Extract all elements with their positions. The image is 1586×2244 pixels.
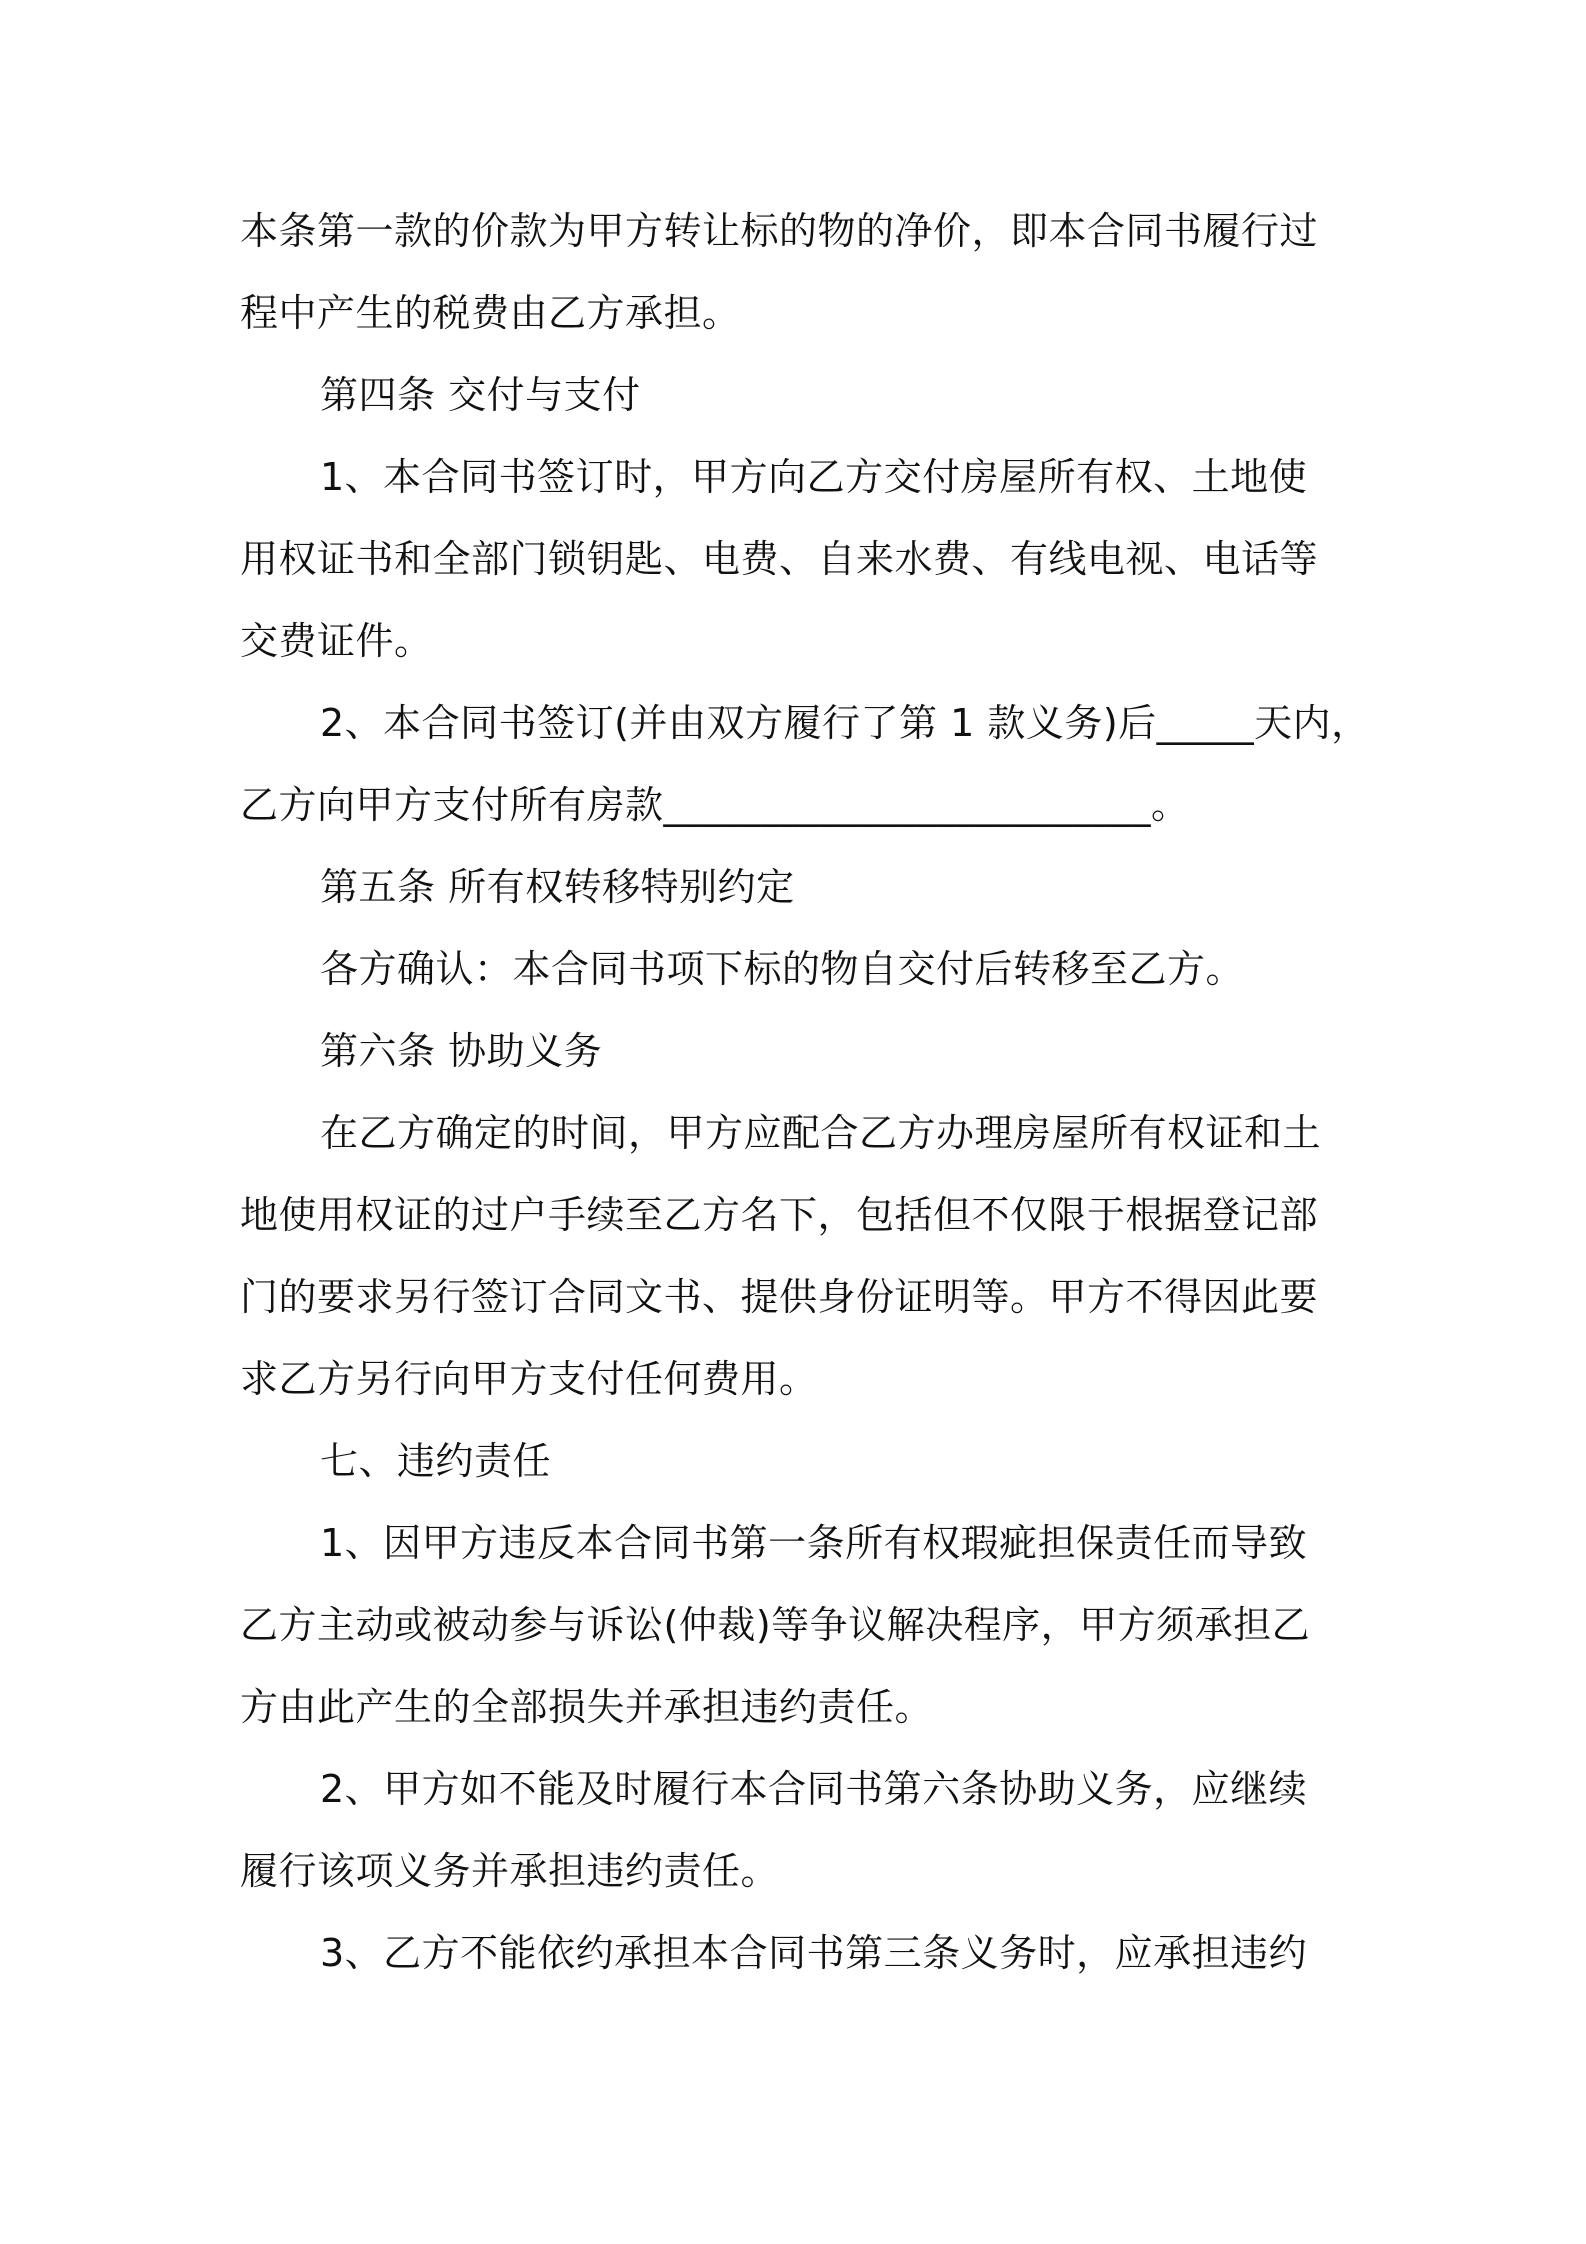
document-line: 3、乙方不能依约承担本合同书第三条义务时，应承担违约: [320, 1931, 1308, 1975]
document-line: 七、违约责任: [320, 1439, 552, 1483]
document-line: 本条第一款的价款为甲方转让标的物的净价，即本合同书履行过: [240, 209, 1319, 253]
document-line: 第四条 交付与支付: [320, 373, 641, 417]
document-line: 在乙方确定的时间，甲方应配合乙方办理房屋所有权证和土: [320, 1111, 1322, 1155]
document-line: 门的要求另行签订合同文书、提供身份证明等。甲方不得因此要: [240, 1275, 1319, 1319]
document-line: 用权证书和全部门锁钥匙、电费、自来水费、有线电视、电话等: [240, 537, 1319, 581]
document-line: 乙方主动或被动参与诉讼(仲裁)等争议解决程序，甲方须承担乙: [240, 1603, 1311, 1647]
document-line: 交费证件。: [240, 619, 433, 663]
document-line: 求乙方另行向甲方支付任何费用。: [240, 1357, 818, 1401]
document-line: 乙方向甲方支付所有房款_________________________。: [240, 783, 1190, 827]
document-line: 1、本合同书签订时，甲方向乙方交付房屋所有权、土地使: [320, 455, 1308, 499]
document-line: 2、甲方如不能及时履行本合同书第六条协助义务，应继续: [320, 1767, 1308, 1811]
document-line: 2、本合同书签订(并由双方履行了第 1 款义务)后_____天内，: [320, 701, 1370, 745]
document-line: 地使用权证的过户手续至乙方名下，包括但不仅限于根据登记部: [240, 1193, 1319, 1237]
document-line: 程中产生的税费由乙方承担。: [240, 291, 741, 335]
document-line: 1、因甲方违反本合同书第一条所有权瑕疵担保责任而导致: [320, 1521, 1308, 1565]
document-body: [240, 190, 1370, 1994]
document-line: 履行该项义务并承担违约责任。: [240, 1849, 780, 1893]
document-line: 各方确认：本合同书项下标的物自交付后转移至乙方。: [320, 947, 1245, 991]
document-line: 第六条 协助义务: [320, 1029, 603, 1073]
document-line: 方由此产生的全部损失并承担违约责任。: [240, 1685, 934, 1729]
document-line: 第五条 所有权转移特别约定: [320, 865, 795, 909]
